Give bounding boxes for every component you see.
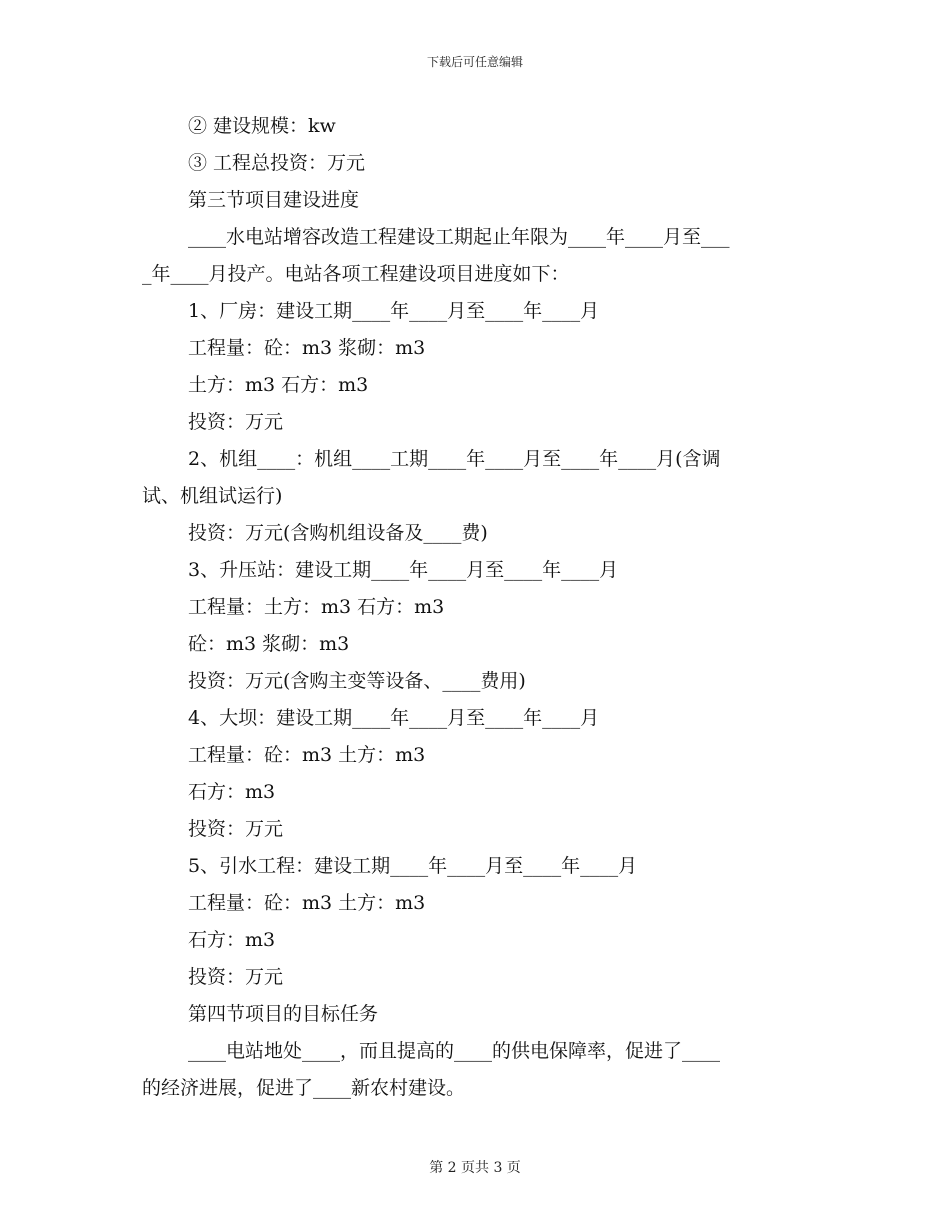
text-line: 工程量：土方：m3 石方：m3 bbox=[188, 596, 445, 618]
text-line: 投资：万元 bbox=[188, 818, 284, 840]
text-line: 第四节项目的目标任务 bbox=[188, 1003, 379, 1025]
text-line: 的经济进展，促进了____新农村建设。 bbox=[142, 1077, 466, 1099]
text-line: 工程量：砼：m3 土方：m3 bbox=[188, 892, 426, 914]
text-line: 工程量：砼：m3 土方：m3 bbox=[188, 744, 426, 766]
text-line: 5、引水工程：建设工期____年____月至____年____月 bbox=[188, 855, 638, 877]
text-line: 2、机组____：机组____工期____年____月至____年____月(含调 bbox=[188, 448, 721, 470]
text-line: 1、厂房：建设工期____年____月至____年____月 bbox=[188, 300, 600, 322]
text-line: 4、大坝：建设工期____年____月至____年____月 bbox=[188, 707, 600, 729]
text-line: 投资：万元(含购机组设备及____费) bbox=[188, 522, 488, 544]
text-line: ____电站地处____，而且提高的____的供电保障率，促进了____ bbox=[188, 1040, 721, 1062]
text-line: _年____月投产。电站各项工程建设项目进度如下： bbox=[142, 263, 570, 285]
text-line: 石方：m3 bbox=[188, 781, 276, 803]
text-line: ____水电站增容改造工程建设工期起止年限为____年____月至___ bbox=[188, 226, 730, 248]
text-line: 投资：万元 bbox=[188, 966, 284, 988]
text-line: 投资：万元 bbox=[188, 411, 284, 433]
text-line: 3、升压站：建设工期____年____月至____年____月 bbox=[188, 559, 619, 581]
text-line: 石方：m3 bbox=[188, 929, 276, 951]
page-header: 下载后可任意编辑 bbox=[426, 55, 523, 69]
text-line: ③ 工程总投资：万元 bbox=[188, 152, 366, 174]
text-line: 土方：m3 石方：m3 bbox=[188, 374, 369, 396]
text-line: ② 建设规模：kw bbox=[188, 115, 336, 137]
text-line: 试、机组试运行) bbox=[142, 485, 283, 507]
page-footer: 第 2 页共 3 页 bbox=[429, 1160, 521, 1176]
document-body bbox=[142, 108, 812, 1107]
text-line: 砼：m3 浆砌：m3 bbox=[188, 633, 350, 655]
text-line: 投资：万元(含购主变等设备、____费用) bbox=[188, 670, 526, 692]
text-line: 第三节项目建设进度 bbox=[188, 189, 360, 211]
text-line: 工程量：砼：m3 浆砌：m3 bbox=[188, 337, 426, 359]
